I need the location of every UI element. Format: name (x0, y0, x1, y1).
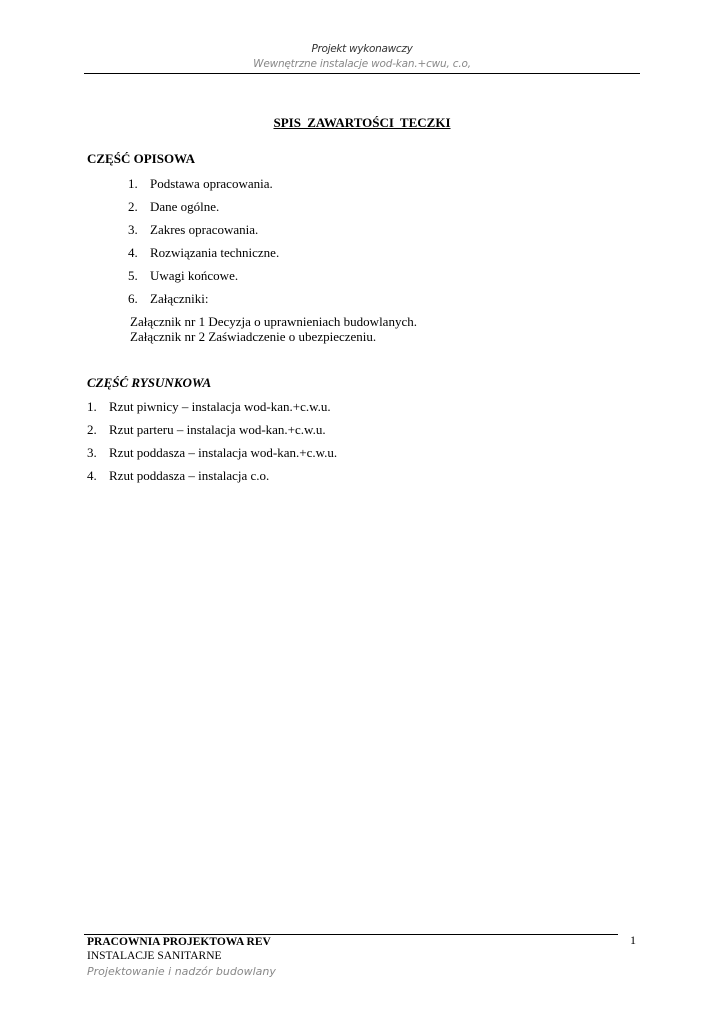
list-item-text: Podstawa opracowania. (150, 176, 273, 191)
list-item-text: Rzut poddasza – instalacja wod-kan.+c.w.u. (109, 445, 338, 460)
footer-tagline: Projektowanie i nadzór budowlany (87, 965, 276, 978)
list-item-number: 3. (87, 445, 97, 460)
list-item-number: 4. (87, 468, 97, 483)
attachment-line: Załącznik nr 2 Zaświadczenie o ubezpieczeniu. (130, 329, 377, 344)
list-item-text: Zakres opracowania. (150, 222, 259, 237)
list-item-number: 2. (128, 199, 138, 214)
list-item-number: 4. (128, 245, 138, 260)
section-heading-opisowa: CZĘŚĆ OPISOWA (87, 151, 195, 166)
list-item-text: Rzut parteru – instalacja wod-kan.+c.w.u. (109, 422, 326, 437)
list-item-text: Dane ogólne. (150, 199, 220, 214)
header-project-type: Projekt wykonawczy (311, 43, 413, 55)
footer-company-name: PRACOWNIA PROJEKTOWA REV (87, 936, 271, 948)
page-title: SPIS ZAWARTOŚCI TECZKI (273, 115, 451, 130)
list-item-number: 1. (87, 399, 97, 414)
list-item-text: Uwagi końcowe. (150, 268, 239, 283)
list-item-text: Rzut poddasza – instalacja c.o. (109, 468, 270, 483)
header-installation-scope: Wewnętrzne instalacje wod-kan.+cwu, c.o, (253, 58, 471, 70)
list-item-text: Rzut piwnicy – instalacja wod-kan.+c.w.u. (109, 399, 331, 414)
list-item-text: Rozwiązania techniczne. (150, 245, 280, 260)
section-heading-rysunkowa: CZĘŚĆ RYSUNKOWA (87, 375, 212, 390)
list-item-text: Załączniki: (150, 291, 209, 306)
footer-department: INSTALACJE SANITARNE (87, 950, 222, 962)
list-item-number: 5. (128, 268, 138, 283)
attachment-line: Załącznik nr 1 Decyzja o uprawnieniach budowlanych. (130, 314, 417, 329)
footer-divider (84, 934, 618, 935)
list-item-number: 6. (128, 291, 138, 306)
page-number: 1 (630, 933, 636, 947)
header-divider (84, 73, 640, 74)
list-item-number: 3. (128, 222, 138, 237)
list-item-number: 2. (87, 422, 97, 437)
list-item-number: 1. (128, 176, 138, 191)
